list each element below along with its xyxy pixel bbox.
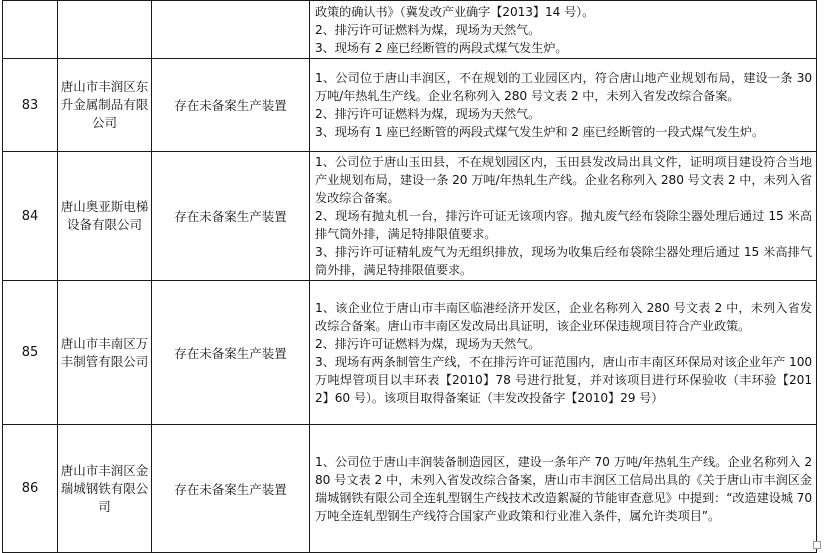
issue-label: 存在未备案生产装置 xyxy=(152,59,310,152)
detail-line: 2、排污许可证燃料为煤，现场为天然气。 xyxy=(315,22,541,37)
detail-line: 3、现场有 1 座已经断管的两段式煤气发生炉和 2 座已经断管的一段式煤气发生炉。 xyxy=(315,125,765,139)
company-name: 唐山市丰润区东升金属制品有限公司 xyxy=(58,59,152,152)
detail-line: 1、公司位于唐山玉田县，不在规划园区内，玉田县发改局出具文件，证明项目建设符合当地产业规划布局，建设一条 20 万吨/年热轧生产线。企业名称列入 280 号文表 2 中，未列入省发改综合备案。 xyxy=(315,155,812,205)
table-row xyxy=(3,425,817,553)
detail-line: 3、现场有两条制管生产线，不在排污许可证范围内，唐山市丰南区环保局对该企业年产 100 万吨焊管项目以丰环表【2010】78 号进行批复，并对该项目进行环保验收（丰环验【2012】60 号）。该项目取得备案证（丰发改投备字【2010】29 号） xyxy=(315,354,812,405)
row-number: 86 xyxy=(3,425,58,553)
issue-label: 存在未备案生产装置 xyxy=(152,152,310,281)
table-row xyxy=(3,59,817,152)
row-number: 83 xyxy=(3,59,58,152)
detail-cell xyxy=(310,152,817,281)
detail-cell xyxy=(310,425,817,553)
issue-cell xyxy=(152,1,310,59)
company-name: 唐山奥亚斯电梯设备有限公司 xyxy=(58,152,152,281)
table-row-continued xyxy=(3,1,817,59)
detail-line: 1、公司位于唐山丰润装备制造园区，建设一条年产 70 万吨/年热轧生产线。企业名称列入 280 号文表 2 中，未列入省发改综合备案，唐山市丰润区工信局出具的《关于唐山市丰润区金瑞城钢铁有限公司全连轧型钢生产线技术改造絮凝的节能审查意见》中提到：“改造建设城 70 万吨全连轧型钢生产线符合国家产业政策和行业准入条件，属允许类项目”。 xyxy=(315,454,812,523)
table-row xyxy=(3,281,817,425)
detail-cell xyxy=(310,59,817,152)
resize-handle-icon xyxy=(813,541,821,549)
detail-line: 3、排污许可证精轧废气为无组织排放，现场为收集后经布袋除尘器处理后通过 15 米高排气筒外排，满足特排限值要求。 xyxy=(315,245,812,277)
detail-line: 3、现场有 2 座已经断管的两段式煤气发生炉。 xyxy=(315,40,568,55)
detail-line: 政策的确认书》（冀发改产业确字【2013】14 号）。 xyxy=(315,4,595,19)
issue-label: 存在未备案生产装置 xyxy=(152,281,310,425)
detail-line: 2、排污许可证燃料为煤，现场为天然气。 xyxy=(315,336,541,351)
row-number: 85 xyxy=(3,281,58,425)
detail-line: 1、公司位于唐山丰润区，不在规划的工业园区内，符合唐山地产业规划布局，建设一条 30 万吨/年热轧生产线。企业名称列入 280 号文表 2 中，未列入省发改综合备案。 xyxy=(315,71,812,103)
detail-cell xyxy=(310,1,817,59)
document-table xyxy=(2,0,817,553)
company-name-cell xyxy=(58,1,152,59)
company-name: 唐山市丰南区万丰制管有限公司 xyxy=(58,281,152,425)
issue-label: 存在未备案生产装置 xyxy=(152,425,310,553)
row-number-cell xyxy=(3,1,58,59)
company-name: 唐山市丰润区金瑞城钢铁有限公司 xyxy=(58,425,152,553)
table-row xyxy=(3,152,817,281)
detail-line: 2、现场有抛丸机一台，排污许可证无该项内容。抛丸废气经布袋除尘器处理后通过 15 米高排气筒外排，满足特排限值要求。 xyxy=(315,209,812,241)
detail-line: 1、该企业位于唐山市丰南区临港经济开发区，企业名称列入 280 号文表 2 中，未列入省发改综合备案。唐山市丰南区发改局出具证明，该企业环保违规项目符合产业政策。 xyxy=(315,300,812,333)
detail-cell xyxy=(310,281,817,425)
detail-line: 2、排污许可证燃料为煤，现场为天然气。 xyxy=(315,107,541,121)
row-number: 84 xyxy=(3,152,58,281)
